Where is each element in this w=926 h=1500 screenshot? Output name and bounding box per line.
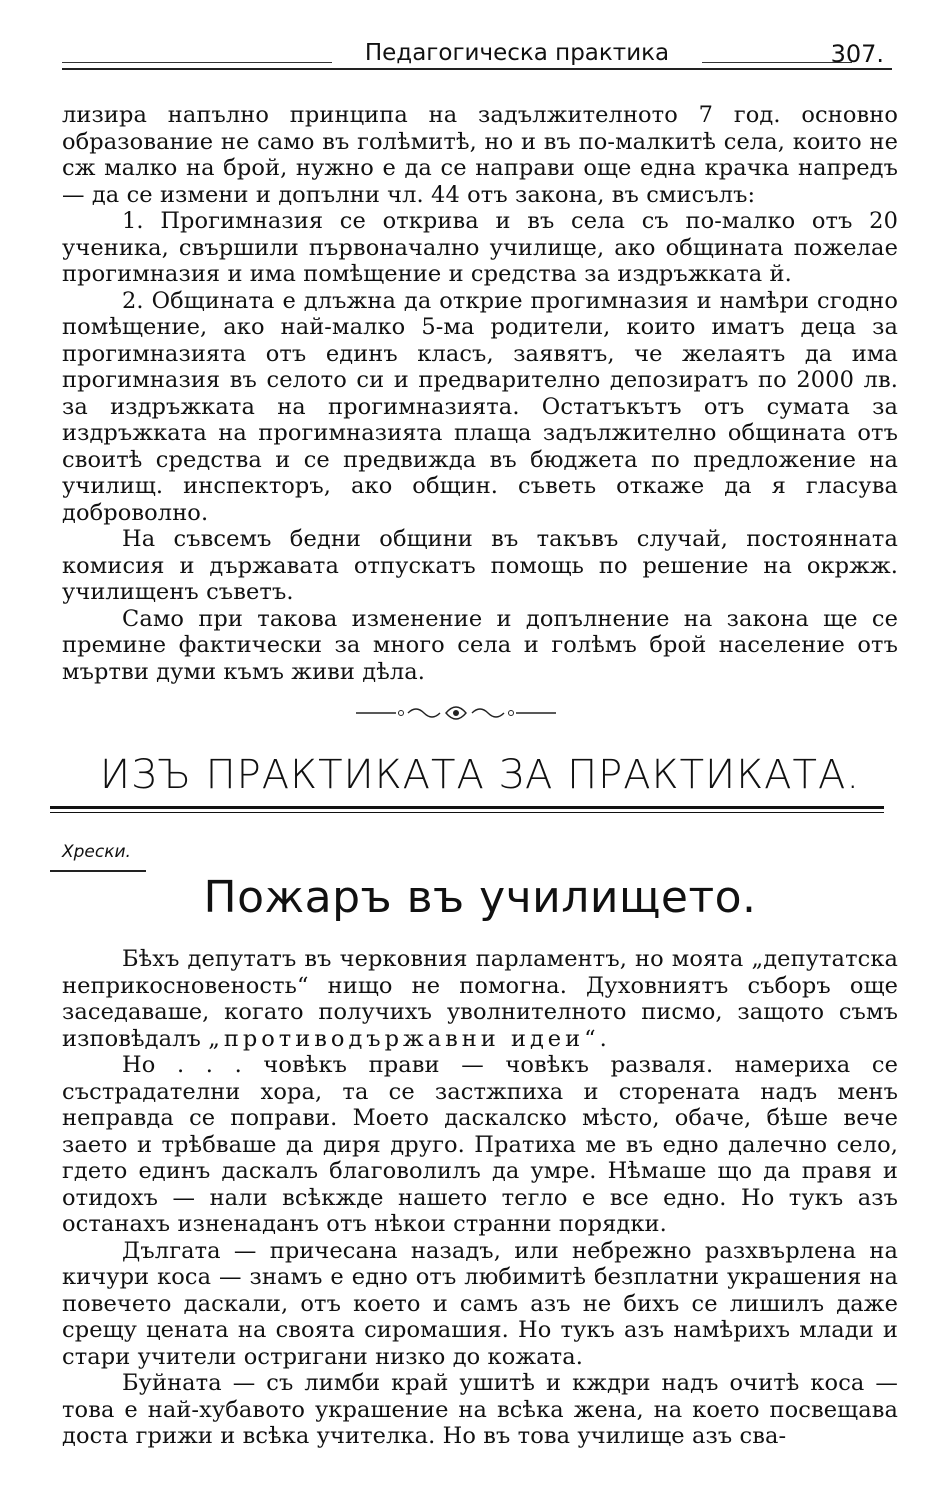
journal-title: Педагогическа практика: [332, 40, 702, 66]
paragraph-text: Бѣхъ депутатъ въ черковния парламентъ, но моята „депутатска неприкосновеность“ нищо не помогна. Духовниятъ съборъ още заседаваше, когато получихъ уволнителното писмо, защото съмъ изповѣдалъ: [62, 946, 898, 1052]
ornament-divider: [356, 700, 556, 726]
category-label: Хрески.: [62, 842, 131, 862]
paragraph: Буйната — съ лимби край ушитѣ и кждри надъ очитѣ коса — това е най-хубавото украшение на всѣка жена, на което посвещава доста грижи и всѣка учителка. Но въ това училище азъ сва-: [62, 1370, 898, 1449]
paragraph: Но . . . човѣкъ прави — човѣкъ разваля. намериха се състрадателни хора, та се застжпиха и сторената надъ менъ неправда се поправи. Моето даскалско мѣсто, обаче, бѣше вече заето и трѣбваше да диря друго. Пратиха ме въ едно далечно село, гдето единъ даскалъ благоволилъ да умре. Нѣмаше що да правя и отидохъ — нали всѣкжде нашето тегло е все едно. Но тукъ азъ останахъ изненаданъ отъ нѣкои странни порядки.: [62, 1052, 898, 1237]
running-header: [62, 40, 892, 74]
section-rule: [50, 806, 884, 809]
paragraph: 2. Общината е длъжна да открие прогимназия и намѣри сгодно помѣщение, ако най-малко 5-ма родители, които иматъ деца за прогимназията отъ единъ класъ, заявятъ, че желаятъ да има прогимназия въ селото си и предварително депозиратъ по 2000 лв. за издръжката на прогимназията. Остатъкътъ отъ сумата за издръжката на прогимназията плаща задължително общината отъ своитѣ средства и се предвижда въ бюджета по предложение на училищ. инспекторъ, ако общин. съветь откаже да я гласува доброволно.: [62, 287, 898, 526]
page-number: 307.: [830, 40, 884, 68]
paragraph: Само при такова изменение и допълнение на закона ще се премине фактически за много села и голѣмъ брой население отъ мъртви думи къмъ живи дѣла.: [62, 605, 898, 685]
paragraph: На съвсемъ бедни общини въ такъвъ случай, постоянната комисия и държавата отпускатъ помощь по решение на окржж. училищенъ съветъ.: [62, 526, 898, 605]
spaced-phrase: „противодържавни идеи“.: [208, 1025, 611, 1052]
section-rule-thin: [50, 812, 884, 813]
paragraph: 1. Прогимназия се открива и въ села съ по-малко отъ 20 ученика, свършили първоначално училище, ако общината пожелае прогимназия и има помѣщение и средства за издръжката й.: [62, 208, 898, 287]
article-body: [62, 946, 898, 1450]
paragraph: Дългата — причесана назадъ, или небрежно разхвърлена на кичури коса — знамъ е едно отъ любимитѣ безплатни украшения на повечето даскали, отъ което и самъ азъ не бихъ се лишилъ даже срещу цената на своята сиромашия. Но тукъ азъ намѣрихъ млади и стари учители остригани низко до кожата.: [62, 1237, 898, 1370]
header-rule-left: [62, 62, 332, 63]
top-text-block: [62, 102, 898, 685]
header-rule-right: [702, 62, 852, 63]
section-heading: ИЗЪ ПРАКТИКАТА ЗА ПРАКТИКАТА.: [99, 752, 861, 798]
paragraph: лизира напълно принципа на задължителното 7 год. основно образование не само въ голѣмитѣ, но и въ по-малкитѣ села, които не сж малко на брой, нужно е да се направи още една крачка напредъ — да се измени и допълни чл. 44 отъ закона, въ смисълъ:: [62, 102, 898, 208]
article-title: Пожаръ въ училището.: [203, 872, 757, 923]
header-rule-bottom: [62, 68, 892, 70]
paragraph: [62, 946, 898, 1052]
